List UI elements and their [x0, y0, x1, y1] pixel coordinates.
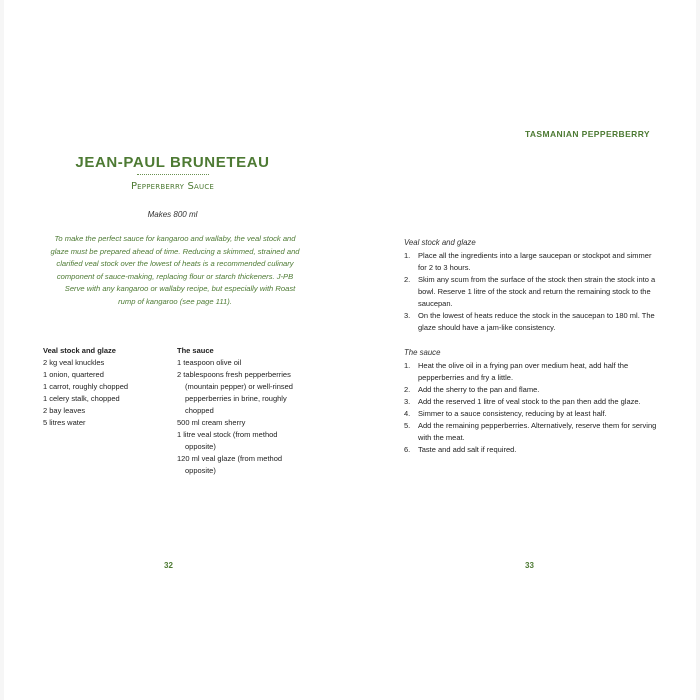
ingredients-sauce-heading: The sauce	[177, 346, 214, 355]
ingredient-item: 5 litres water	[43, 418, 86, 427]
method-step	[404, 444, 660, 456]
ingredient-item: 2 tablespoons fresh pepperberries (mountain pepper) or well-rinsed pepperberries in brine, roughly chopped	[177, 370, 293, 415]
step-number: 2.	[404, 385, 411, 394]
ingredient-item: 1 onion, quartered	[43, 370, 104, 379]
running-head: TASMANIAN PEPPERBERRY	[524, 129, 650, 139]
method-veal-heading: Veal stock and glaze	[404, 238, 476, 247]
step-text: Taste and add salt if required.	[418, 445, 517, 454]
page-edge	[696, 0, 700, 700]
step-number: 3.	[404, 311, 411, 320]
recipe-title-text: Pepperberry Sauce	[130, 181, 215, 192]
method-step	[404, 396, 660, 408]
step-text: Add the remaining pepperberries. Alternatively, reserve them for serving with the meat.	[418, 421, 657, 442]
ingredients-veal-column	[43, 345, 168, 429]
ingredient-item: 1 teaspoon olive oil	[177, 358, 242, 367]
ingredients-veal-heading: Veal stock and glaze	[43, 346, 116, 355]
title-divider	[137, 174, 209, 175]
ingredient-item: 1 celery stalk, chopped	[43, 394, 120, 403]
step-number: 4.	[404, 409, 411, 418]
step-number: 6.	[404, 445, 411, 454]
ingredient-item: 2 bay leaves	[43, 406, 86, 415]
step-number: 1.	[404, 251, 411, 260]
method-veal-steps	[404, 250, 660, 334]
step-text: Simmer to a sauce consistency, reducing by at least half.	[418, 409, 607, 418]
step-text: Add the sherry to the pan and flame.	[418, 385, 540, 394]
ingredients-sauce-column	[177, 345, 307, 477]
ingredient-item: 500 ml cream sherry	[177, 418, 246, 427]
method-step	[404, 274, 660, 310]
ingredient-item: 1 carrot, roughly chopped	[43, 382, 129, 391]
step-number: 1.	[404, 361, 411, 370]
recipe-title	[0, 181, 345, 192]
right-page	[350, 0, 700, 700]
step-text: On the lowest of heats reduce the stock in the saucepan to 180 ml. The glaze should have a jam-like consistency.	[418, 311, 655, 332]
step-number: 3.	[404, 397, 411, 406]
method-step	[404, 408, 660, 420]
ingredient-item: 2 kg veal knuckles	[43, 358, 105, 367]
chef-name: JEAN-PAUL BRUNETEAU	[75, 154, 270, 171]
method-step	[404, 420, 660, 444]
step-text: Place all the ingredients into a large saucepan or stockpot and simmer for 2 to 3 hours.	[418, 251, 652, 272]
step-text: Heat the olive oil in a frying pan over medium heat, add half the pepperberries and fry a little.	[418, 361, 629, 382]
ingredient-item: 1 litre veal stock (from method opposite)	[177, 430, 278, 451]
intro-paragraph-2: Serve with any kangaroo or wallaby recipe, but especially with Roast rump of kangaroo (see page 111).	[64, 284, 296, 306]
method-step	[404, 250, 660, 274]
method-sauce-heading: The sauce	[404, 348, 441, 357]
step-number: 5.	[404, 421, 411, 430]
ingredient-item: 120 ml veal glaze (from method opposite)	[177, 454, 283, 475]
method-step	[404, 384, 660, 396]
step-text: Skim any scum from the surface of the stock then strain the stock into a bowl. Reserve 1 litre of the stock and return the remaining stock to the saucepan.	[418, 275, 656, 308]
method-step	[404, 360, 660, 384]
yield-text: Makes 800 ml	[147, 210, 198, 219]
method-sauce-steps	[404, 360, 660, 456]
page-edge	[0, 0, 4, 700]
page-number: 33	[525, 561, 534, 570]
step-text: Add the reserved 1 litre of veal stock to the pan then add the glaze.	[418, 397, 641, 406]
intro-text	[50, 233, 300, 309]
page-number: 32	[164, 561, 173, 570]
step-number: 2.	[404, 275, 411, 284]
method-step	[404, 310, 660, 334]
intro-paragraph-1: To make the perfect sauce for kangaroo and wallaby, the veal stock and glaze must be prepared ahead of time. Reducing a skimmed, strained and clarified veal stock over the lowest of heats is a recommended culinary component of sauce-making, replacing flour or starch thickeners. J-PB	[50, 234, 300, 281]
